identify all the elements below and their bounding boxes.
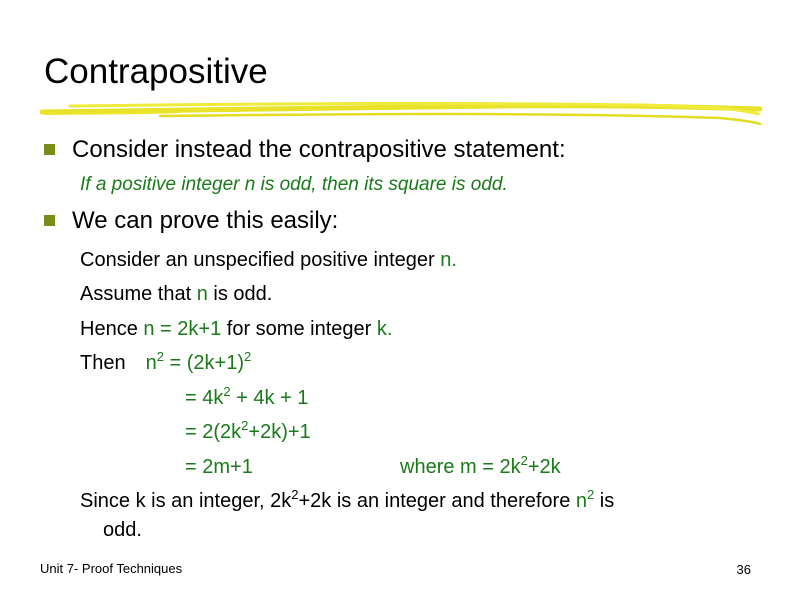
contrapositive-statement: If a positive integer n is odd, then its square is odd. bbox=[80, 174, 508, 195]
proof-variable: n bbox=[440, 249, 452, 271]
title-underline-brush bbox=[40, 96, 762, 130]
proof-line-7b bbox=[400, 455, 561, 479]
proof-equation: n = 2k+1 bbox=[143, 318, 222, 340]
bullet-square-icon bbox=[44, 215, 55, 226]
proof-line-9 bbox=[103, 518, 142, 542]
proof-line-5 bbox=[185, 386, 308, 410]
proof-text: is odd. bbox=[207, 283, 273, 305]
proof-text: for some integer bbox=[221, 318, 377, 340]
exponent: 2 bbox=[223, 384, 231, 399]
proof-equation: = (2k+1) bbox=[163, 352, 244, 374]
slide-title: Contrapositive bbox=[44, 52, 268, 91]
proof-variable: n bbox=[575, 490, 587, 512]
proof-line-2 bbox=[80, 282, 272, 306]
proof-variable: n bbox=[196, 283, 208, 305]
exponent: 2 bbox=[156, 349, 164, 364]
proof-text: Since k is an integer, 2k bbox=[80, 490, 292, 512]
proof-text: Consider an unspecified positive integer bbox=[80, 249, 441, 271]
proof-line-6 bbox=[185, 420, 311, 444]
proof-equation: = 2m+1 bbox=[185, 456, 253, 478]
proof-line-7a bbox=[185, 455, 253, 479]
proof-text: Then bbox=[80, 352, 126, 374]
proof-equation: +2k)+1 bbox=[248, 421, 311, 443]
proof-equation: where m = 2k bbox=[400, 456, 521, 478]
page-number: 36 bbox=[736, 562, 751, 577]
proof-text: Hence bbox=[80, 318, 144, 340]
bullet-square-icon bbox=[44, 144, 55, 155]
proof-equation: = 4k bbox=[185, 387, 224, 409]
proof-equation: = 2(2k bbox=[185, 421, 242, 443]
exponent: 2 bbox=[241, 418, 249, 433]
exponent: 2 bbox=[520, 453, 528, 468]
footer-text: Unit 7- Proof Techniques bbox=[40, 561, 183, 576]
bullet-text-1: Consider instead the contrapositive statement: bbox=[72, 136, 566, 163]
proof-variable: k bbox=[376, 318, 387, 340]
proof-equation: +2k bbox=[527, 456, 561, 478]
proof-equation: + 4k + 1 bbox=[230, 387, 309, 409]
bullet-text-2: We can prove this easily: bbox=[72, 207, 339, 234]
proof-text: . bbox=[451, 249, 457, 271]
exponent: 2 bbox=[291, 487, 299, 502]
proof-text: . bbox=[386, 318, 393, 340]
proof-text: odd. bbox=[103, 519, 142, 541]
proof-text: Assume that bbox=[80, 283, 197, 305]
proof-line-1 bbox=[80, 248, 457, 272]
proof-variable: n bbox=[145, 352, 157, 374]
exponent: 2 bbox=[587, 487, 595, 502]
proof-text: +2k is an integer and therefore bbox=[298, 490, 576, 512]
exponent: 2 bbox=[244, 349, 252, 364]
proof-text: is bbox=[594, 490, 615, 512]
proof-line-4 bbox=[80, 351, 251, 375]
proof-line-8 bbox=[80, 489, 614, 513]
proof-line-3 bbox=[80, 317, 392, 341]
